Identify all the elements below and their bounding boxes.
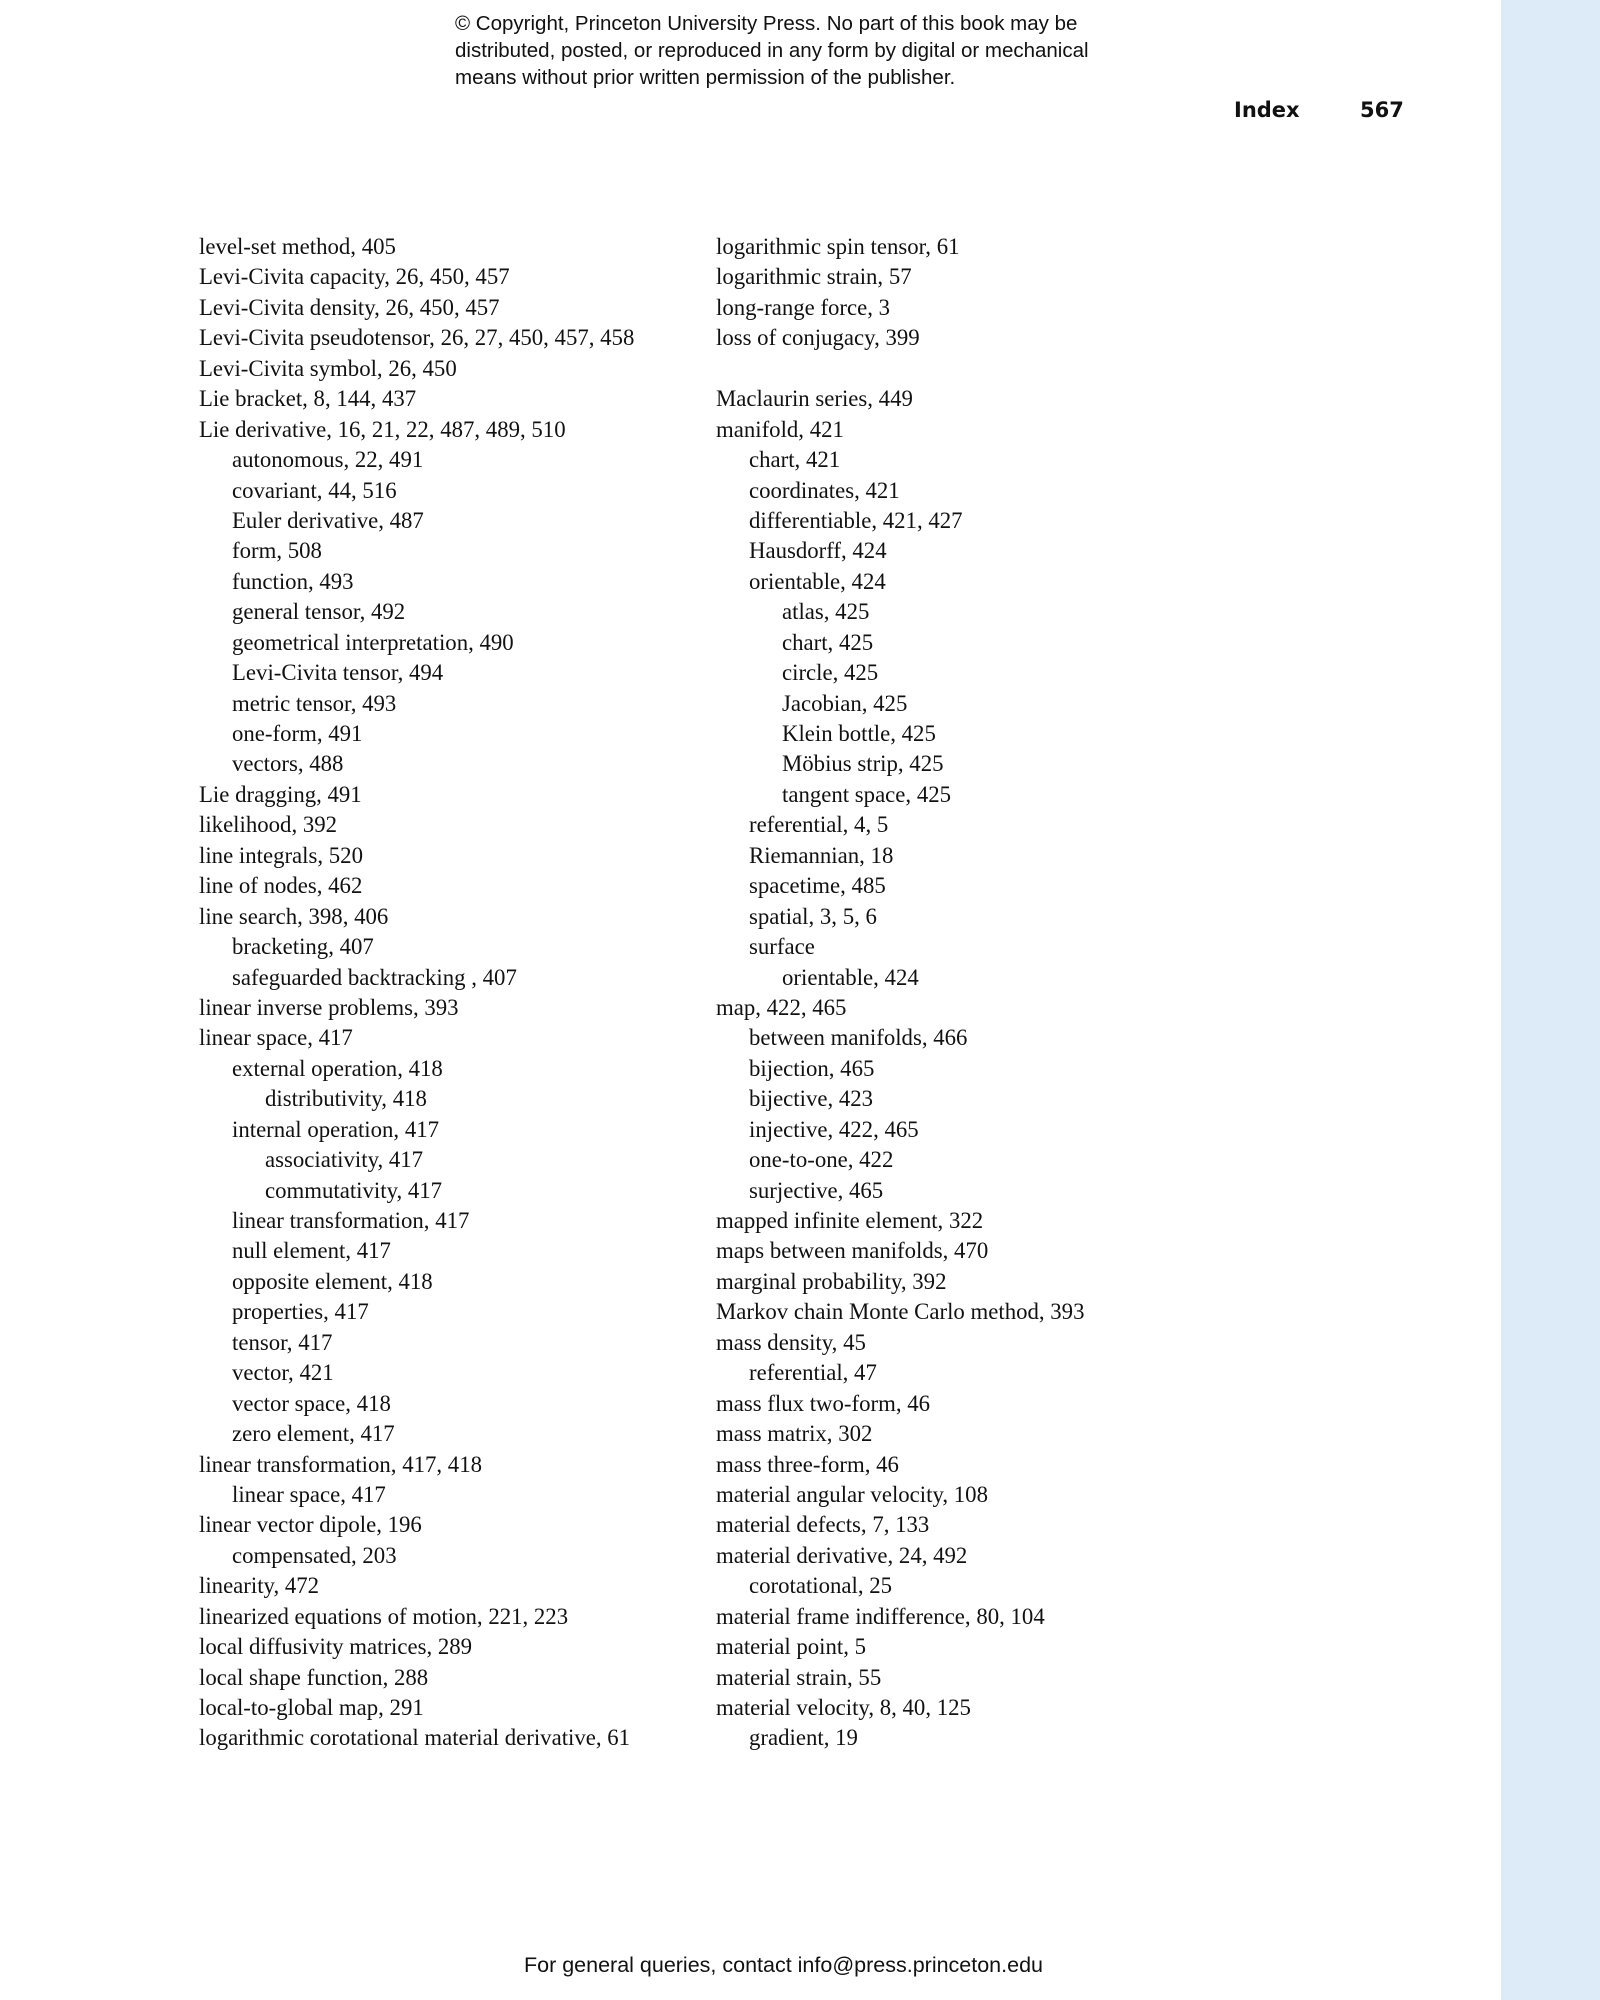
index-entry: logarithmic strain, 57 (716, 264, 912, 290)
index-column-right (716, 232, 1276, 1754)
index-subentry: differentiable, 421, 427 (749, 507, 963, 533)
running-head-section: Index (1234, 98, 1300, 122)
index-subentry: spatial, 3, 5, 6 (749, 903, 877, 929)
index-subentry: safeguarded backtracking , 407 (232, 964, 517, 990)
index-entry: mass density, 45 (716, 1329, 866, 1355)
copyright-line: means without prior written permission of the publisher. (455, 66, 956, 89)
index-entry: loss of conjugacy, 399 (716, 325, 920, 351)
index-subentry: one-form, 491 (232, 721, 363, 746)
index-entry: linearity, 472 (199, 1573, 320, 1599)
index-subentry: referential, 47 (749, 1360, 877, 1386)
copyright-line: © Copyright, Princeton University Press. No part of this book may be (455, 12, 1078, 35)
index-subentry: associativity, 417 (265, 1147, 424, 1173)
index-subentry: Klein bottle, 425 (782, 721, 936, 746)
index-subentry: orientable, 424 (749, 568, 886, 594)
index-subentry: vectors, 488 (232, 751, 344, 777)
index-subentry: spacetime, 485 (749, 873, 886, 899)
index-entry: line search, 398, 406 (199, 903, 389, 929)
copyright-line: distributed, posted, or reproduced in any form by digital or mechanical (455, 39, 1089, 62)
index-subentry: opposite element, 418 (232, 1268, 433, 1294)
index-section-gap (716, 354, 1276, 384)
index-column-left (199, 232, 699, 1754)
index-subentry: Hausdorff, 424 (749, 538, 887, 564)
index-subentry: autonomous, 22, 491 (232, 447, 424, 473)
index-subentry: gradient, 19 (749, 1725, 858, 1751)
index-entry: material strain, 55 (716, 1664, 882, 1690)
index-entry: mass three-form, 46 (716, 1451, 899, 1477)
index-subentry: Möbius strip, 425 (782, 751, 944, 777)
index-subentry: chart, 425 (782, 629, 874, 655)
index-entry: mass matrix, 302 (716, 1421, 873, 1447)
index-subentry: between manifolds, 466 (749, 1025, 968, 1051)
index-subentry: external operation, 418 (232, 1055, 443, 1081)
index-subentry: properties, 417 (232, 1299, 369, 1325)
index-entry: mass flux two-form, 46 (716, 1390, 931, 1416)
index-subentry: form, 508 (232, 538, 322, 564)
index-subentry: corotational, 25 (749, 1573, 893, 1599)
index-subentry: linear space, 417 (232, 1481, 386, 1507)
index-entry: linear space, 417 (199, 1025, 353, 1051)
index-entry: linearized equations of motion, 221, 223 (199, 1603, 569, 1629)
index-entry: manifold, 421 (716, 416, 844, 442)
index-entry: marginal probability, 392 (716, 1268, 947, 1294)
index-entry: linear transformation, 417, 418 (199, 1451, 482, 1477)
index-entry: mapped infinite element, 322 (716, 1208, 984, 1233)
index-subentry: bijective, 423 (749, 1086, 874, 1112)
index-entry: material point, 5 (716, 1634, 867, 1660)
index-subentry: coordinates, 421 (749, 477, 900, 503)
index-entry: Levi-Civita symbol, 26, 450 (199, 355, 457, 381)
index-subentry: distributivity, 418 (265, 1086, 427, 1112)
index-entry: linear vector dipole, 196 (199, 1512, 422, 1538)
index-subentry: surjective, 465 (749, 1177, 884, 1203)
index-entry: Levi-Civita pseudotensor, 26, 27, 450, 457, 458 (199, 325, 635, 351)
index-subentry: Euler derivative, 487 (232, 507, 424, 533)
footer (0, 1950, 1600, 1980)
page-number: 567 (1360, 98, 1404, 122)
index-entry: material derivative, 24, 492 (716, 1542, 968, 1568)
index-subentry: surface (749, 934, 815, 960)
index-subentry: Jacobian, 425 (782, 690, 908, 716)
index-subentry: bracketing, 407 (232, 934, 374, 960)
index-entry: Levi-Civita density, 26, 450, 457 (199, 294, 500, 320)
index-entry: local shape function, 288 (199, 1664, 429, 1690)
index-subentry: Riemannian, 18 (749, 842, 894, 868)
index-entry: local diffusivity matrices, 289 (199, 1634, 473, 1660)
index-subentry: function, 493 (232, 568, 354, 594)
index-entry: local-to-global map, 291 (199, 1695, 424, 1720)
index-entry: Lie bracket, 8, 144, 437 (199, 386, 417, 412)
index-subentry: internal operation, 417 (232, 1116, 440, 1142)
index-entry: level-set method, 405 (199, 234, 396, 259)
index-subentry: zero element, 417 (232, 1421, 395, 1447)
index-entry: logarithmic spin tensor, 61 (716, 234, 960, 259)
index-subentry: circle, 425 (782, 660, 879, 686)
index-subentry: geometrical interpretation, 490 (232, 629, 514, 655)
index-entry: long-range force, 3 (716, 294, 891, 320)
index-entry: logarithmic corotational material derivative, 61 (199, 1725, 631, 1751)
index-subentry: injective, 422, 465 (749, 1116, 919, 1142)
index-entry: Markov chain Monte Carlo method, 393 (716, 1299, 1085, 1325)
index-subentry: tangent space, 425 (782, 781, 952, 807)
index-entry: material defects, 7, 133 (716, 1512, 930, 1538)
index-subentry: linear transformation, 417 (232, 1208, 470, 1233)
index-subentry: covariant, 44, 516 (232, 477, 397, 503)
index-entry: material velocity, 8, 40, 125 (716, 1695, 971, 1720)
index-entry: maps between manifolds, 470 (716, 1238, 989, 1264)
index-subentry: referential, 4, 5 (749, 812, 889, 838)
side-margin-band (1501, 0, 1600, 2000)
index-entry: linear inverse problems, 393 (199, 994, 459, 1020)
index-subentry: compensated, 203 (232, 1542, 397, 1568)
copyright-notice (455, 10, 1215, 91)
footer-contact: For general queries, contact info@press.princeton.edu (523, 1953, 1043, 1977)
index-subentry: vector space, 418 (232, 1390, 391, 1416)
index-subentry: atlas, 425 (782, 599, 870, 625)
index-entry: material frame indifference, 80, 104 (716, 1603, 1045, 1629)
index-entry: map, 422, 465 (716, 994, 847, 1020)
index-subentry: vector, 421 (232, 1360, 334, 1386)
index-entry: line of nodes, 462 (199, 873, 363, 899)
index-subentry: null element, 417 (232, 1238, 391, 1264)
index-subentry: commutativity, 417 (265, 1177, 443, 1203)
index-entry: Maclaurin series, 449 (716, 386, 913, 412)
index-subentry: chart, 421 (749, 447, 841, 473)
index-subentry: metric tensor, 493 (232, 690, 397, 716)
index-entry: Lie dragging, 491 (199, 781, 362, 807)
index-subentry: general tensor, 492 (232, 599, 406, 625)
index-entry: likelihood, 392 (199, 812, 338, 838)
index-subentry: Levi-Civita tensor, 494 (232, 660, 444, 686)
index-subentry: one-to-one, 422 (749, 1147, 894, 1173)
index-subentry: bijection, 465 (749, 1055, 875, 1081)
index-entry: line integrals, 520 (199, 842, 363, 868)
index-subentry: tensor, 417 (232, 1329, 333, 1355)
index-entry: Lie derivative, 16, 21, 22, 487, 489, 510 (199, 416, 566, 442)
index-entry: Levi-Civita capacity, 26, 450, 457 (199, 264, 510, 290)
index-entry: material angular velocity, 108 (716, 1481, 988, 1507)
index-subentry: orientable, 424 (782, 964, 919, 990)
